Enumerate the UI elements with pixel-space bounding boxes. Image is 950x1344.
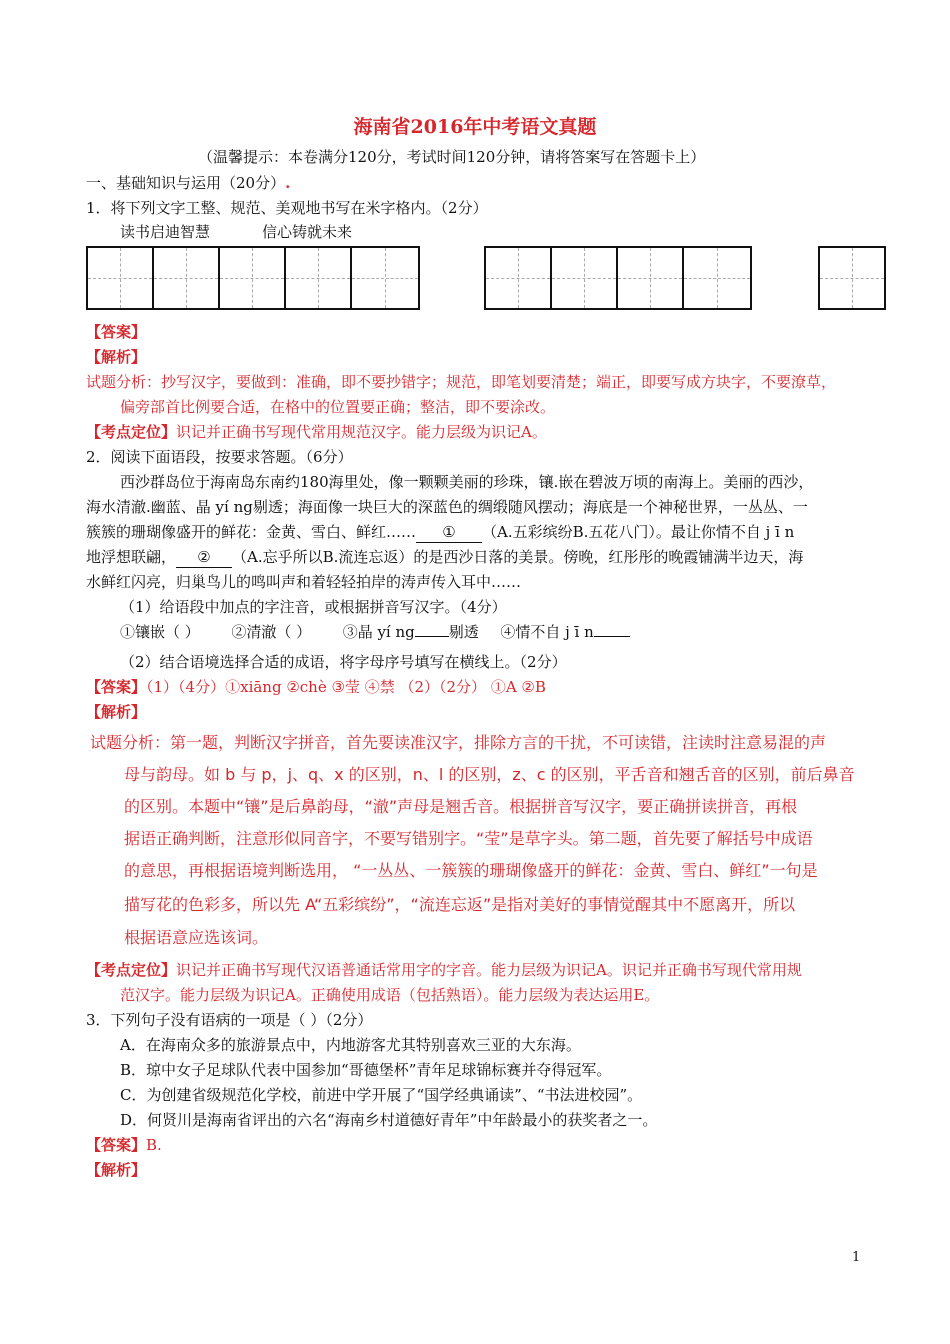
q2-point	[86, 960, 802, 980]
q1-analysis-label: 【解析】	[86, 348, 147, 366]
q3-analysis-label: 【解析】	[86, 1161, 147, 1179]
section-heading-dot: .	[285, 174, 291, 192]
q2-passage-line-5: 水鲜红闪亮，归巢鸟儿的鸣叫声和着轻轻拍岸的涛声传入耳中……	[86, 573, 522, 591]
grid-cell	[820, 248, 884, 308]
q2-point-line-2: 范汉字。能力层级为识记A。正确使用成语（包括熟语）。能力层级为表达运用E。	[120, 986, 660, 1004]
item-3-tail: 剔透	[448, 623, 479, 641]
q2-point-label: 【考点定位】	[86, 961, 177, 979]
grid-cell	[552, 248, 618, 308]
q3-answer	[86, 1135, 162, 1155]
q3-option-c: C．为创建省级规范化学校，前进中学开展了“国学经典诵读”、“书法进校园”。	[120, 1086, 643, 1104]
q1-point-label: 【考点定位】	[86, 423, 177, 441]
q2-analysis-line: 试题分析：第一题，判断汉字拼音，首先要读准汉字，排除方言的干扰，不可读错，注读时注意易混的声	[90, 733, 827, 752]
q2-point-text-1: 识记并正确书写现代汉语普通话常用字的字音。能力层级为识记A。识记并正确书写现代常用规	[176, 961, 802, 979]
writing-grid-3	[818, 246, 886, 310]
notice: （温馨提示：本卷满分120分，考试时间120分钟，请将答案写在答题卡上）	[198, 148, 706, 166]
q2-answer-label: 【答案】	[86, 678, 147, 696]
section-heading-text: 一、基础知识与运用（20分）	[86, 174, 286, 192]
blank-3	[415, 636, 449, 637]
item-1: ①镶嵌（ ）	[120, 623, 200, 641]
q2-passage-line-2: 海水清澈.幽蓝、晶 yí ng剔透；海面像一块巨大的深蓝色的绸缎随风摆动；海底是一个神秘世界，一丛丛、一	[86, 498, 808, 516]
passage-text: 簇簇的珊瑚像盛开的鲜花：金黄、雪白、鲜红……	[86, 523, 417, 541]
q1-point-text: 识记并正确书写现代常用规范汉字。能力层级为识记A。	[176, 423, 547, 441]
q3-option-a: A．在海南众多的旅游景点中，内地游客尤其特别喜欢三亚的大东海。	[120, 1036, 581, 1054]
passage-text: （A.五彩缤纷B.五花八门）。最让你情不自 j ī n	[482, 523, 795, 541]
q3-option-b: B．琼中女子足球队代表中国参加“哥德堡杯”青年足球锦标赛并夺得冠军。	[120, 1061, 612, 1079]
blank-4	[594, 636, 630, 637]
q1-analysis-line-2: 偏旁部首比例要合适，在格中的位置要正确；整洁，即不要涂改。	[120, 398, 556, 416]
item-3: ③晶 yí ng	[342, 623, 415, 641]
grid-cell	[220, 248, 286, 308]
passage-text: 地浮想联翩，	[86, 548, 177, 566]
page-title: 海南省2016年中考语文真题	[353, 116, 597, 138]
q2-sub-2: （2）结合语境选择合适的成语，将字母序号填写在横线上。（2分）	[120, 653, 567, 671]
item-4: ④情不自 j ī n	[500, 623, 594, 641]
blank-2: ②	[176, 547, 232, 568]
q2-items	[120, 622, 630, 642]
page-number: 1	[852, 1250, 861, 1265]
q2-analysis-line: 的区别。本题中“镶”是后鼻韵母，“澈”声母是翘舌音。根据拼音写汉字，要正确拼读拼音，再根	[124, 797, 798, 816]
passage-text: （A.忘乎所以B.流连忘返）的是西沙日落的美景。傍晚，红彤彤的晚霞铺满半边天，海	[232, 548, 804, 566]
writing-grid-1	[86, 246, 420, 310]
q2-sub-1: （1）给语段中加点的字注音，或根据拼音写汉字。（4分）	[120, 598, 507, 616]
grid-cell	[684, 248, 750, 308]
writing-grid-2	[484, 246, 752, 310]
q1-phrase-2: 信心铸就未来	[262, 223, 353, 241]
q2-passage-line-1: 西沙群岛位于海南岛东南约180海里处，像一颗颗美丽的珍珠，镶.嵌在碧波万顷的南海上。美丽的西沙，	[120, 473, 814, 491]
q2-stem: 2．阅读下面语段，按要求答题。（6分）	[86, 448, 353, 466]
q3-stem: 3．下列句子没有语病的一项是（ ）（2分）	[86, 1011, 373, 1029]
q2-answer-text: （1）（4分）①xiāng ②chè ③莹 ④禁 （2）（2分） ①A ②B	[146, 678, 546, 696]
q2-answer	[86, 677, 546, 697]
q2-analysis-line: 根据语意应选该词。	[124, 928, 269, 947]
blank-1: ①	[416, 522, 482, 543]
q2-analysis-line: 的意思，再根据语境判断选用， “一丛丛、一簇簇的珊瑚像盛开的鲜花：金黄、雪白、鲜红”一句是	[124, 861, 818, 880]
grid-cell	[88, 248, 154, 308]
grid-cell	[286, 248, 352, 308]
q1-analysis-line-1: 试题分析：抄写汉字，要做到：准确，即不要抄错字；规范，即笔划要清楚；端正，即要写成方块字，不要潦草，	[86, 373, 837, 391]
q1-point	[86, 422, 547, 442]
q3-answer-label: 【答案】	[86, 1136, 147, 1154]
q2-analysis-line: 母与韵母。如 b 与 p，j、q、x 的区别，n、l 的区别，z、c 的区别，平舌音和翘舌音的区别，前后鼻音	[124, 765, 855, 784]
grid-cell	[618, 248, 684, 308]
grid-cell	[154, 248, 220, 308]
grid-cell	[352, 248, 418, 308]
q1-phrase-1: 读书启迪智慧	[120, 223, 211, 241]
item-2: ②清澈（ ）	[231, 623, 312, 641]
q2-analysis-line: 据语正确判断，注意形似同音字，不要写错别字。“莹”是草字头。第二题，首先要了解括号中成语	[124, 829, 813, 848]
q2-passage-line-4	[86, 547, 803, 568]
q1-stem: 1．将下列文字工整、规范、美观地书写在米字格内。（2分）	[86, 199, 488, 217]
q3-option-d: D．何贤川是海南省评出的六名“海南乡村道德好青年”中年龄最小的获奖者之一。	[120, 1111, 658, 1129]
q2-passage-line-3	[86, 522, 794, 543]
section-heading-1	[86, 173, 290, 193]
q2-analysis-line: 描写花的色彩多，所以先 A“五彩缤纷”，“流连忘返”是指对美好的事情觉醒其中不愿离开，所以	[124, 895, 796, 914]
q3-answer-text: B.	[146, 1136, 162, 1154]
q1-answer-label: 【答案】	[86, 323, 147, 341]
q2-analysis-label: 【解析】	[86, 703, 147, 721]
grid-cell	[486, 248, 552, 308]
